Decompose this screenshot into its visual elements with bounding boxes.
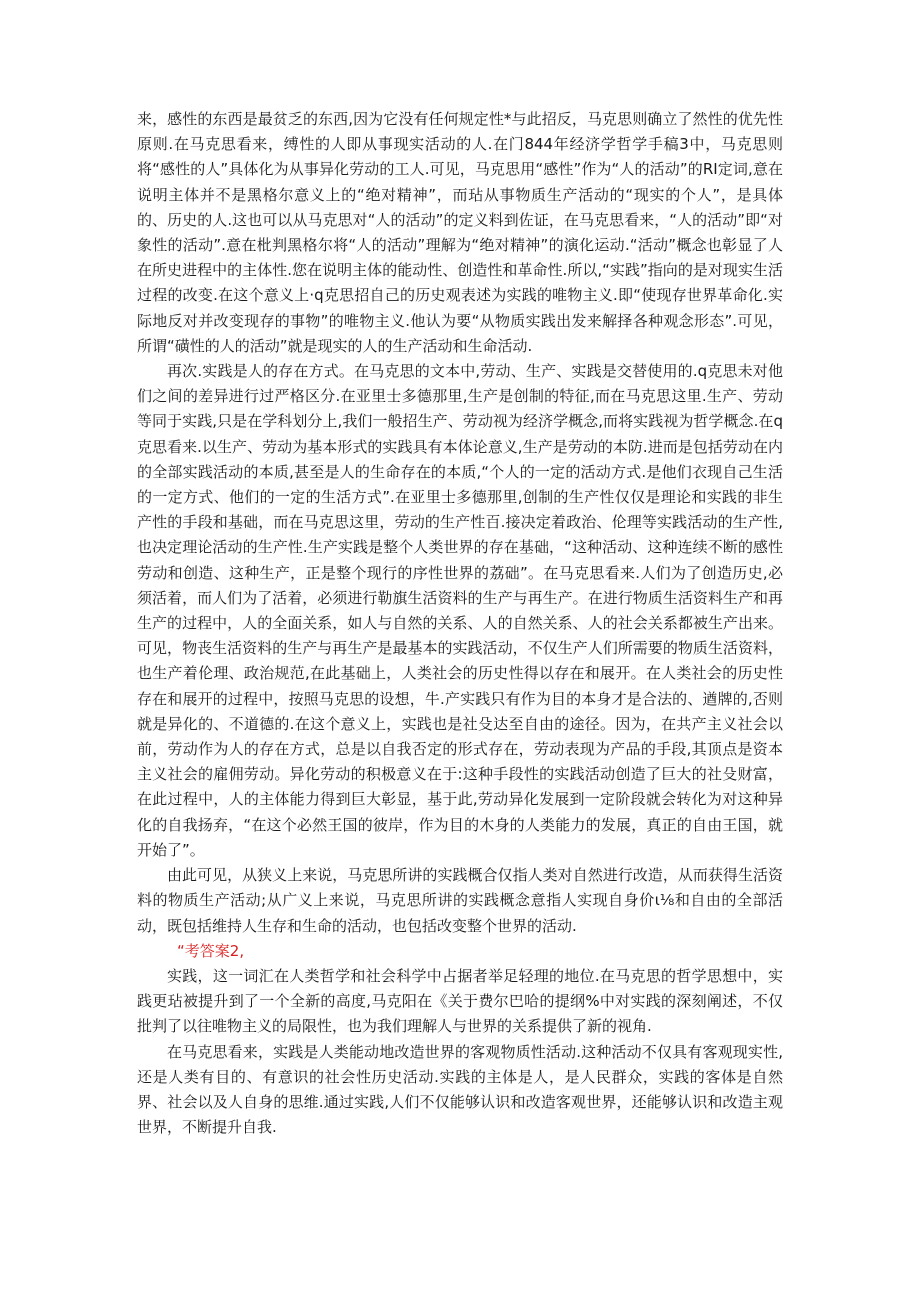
document-body <box>137 107 783 1140</box>
paragraph-3: 由此可见，从狭义上来说，马克思所讲的实践概合仅指人类对自然进行改造，从而获得生活资料的物质生产活动;从广义上来说，马克思所讲的实践概念意指人实现自身价ι⅛和自由的全部活动，既包括维持人生存和生命的活动，也包括改变整个世界的活动. <box>137 866 783 935</box>
paragraph-5: 在马克思看来，实践是人类能动地改造世界的客观物质性活动.这种活动不仅具有客观现实性,还是人类有目的、有意识的社会性历史活动.实践的主体是人，是人民群众，实践的客体是自然界、社会以及人自身的思维.通过实践,人们不仅能够认识和改造客观世界，还能够认识和改造主观世界，不断提升自我. <box>137 1042 783 1137</box>
paragraph-4: 实践，这一词汇在人类哲学和社会科学中占据者举足轻理的地位.在马克思的哲学思想中，实践更玷被提升到了一个全新的高度,马克阳在《关于费尔巴哈的提纲%中对实践的深刻阐述，不仅批判了以往唯物主义的局限性，也为我们理解人与世界的关系提供了新的视角. <box>137 966 783 1036</box>
paragraph-2: 再次.实践是人的存在方式。在马克思的文本中,劳动、生产、实践是交替使用的.q克思未对他们之间的差异进行过严格区分.在亚里士多德那里,生产是创制的特征,而在马克思这里.生产、劳动等同于实践,只是在学科划分上,我们一般招生产、劳动视为经济学概念,而将实践视为哲学概念.在q克思看来.以生产、劳动为基本形式的实践具有本体论意义,生产是劳动的本防.进而是包括劳动在内的全部实践活动的本质,甚至是人的生命存在的本质,“个人的一定的活动方式.是他们衣现自己生活的一定方式、他们的一定的生活方式”.在亚里士多德那里,创制的生产性仅仅是理论和实践的非生产性的手段和基础，而在马克思这里，劳动的生产性百.接决定着政治、伦理等实践活动的生产性,也决定理论活动的生产性.生产实践是整个人类世界的存在基础，“这种活动、这种连续不断的感性劳动和创造、这种生产，正是整个现行的序性世界的荔础”。在马克思看来.人们为了创造历史,必须活着，而人们为了活着，必须进行勒旗生活资料的生产与再生产。在进行物质生活资料生产和再生产的过程中，人的全面关系，如人与自然的关系、人的自然关系、人的社会关系都被生产出来。可见，物丧生活资料的生产与再生产是最基本的实践活动，不仅生产人们所需要的物质生活资料，也生产着伦理、政治规范,在此基础上，人类社会的历史性得以存在和展开。在人类社会的历史性存在和展开的过程中，按照马克思的设想，牛.产实践只有作为目的本身才是合法的、遒牌的,否则就是异化的、不道德的.在这个意义上，实践也是社殳达至自由的途径。因为，在共产主义社会以前，劳动作为人的存在方式，总是以自我否定的形式存在，劳动表现为产品的手段,其顶点是资本主义社会的雇佣劳动。异化劳动的积极意义在于:这种手段性的实践活动创造了巨大的社殳财富，在此过程中，人的主体能力得到巨大彰显，基于此,劳动异化发展到一定阶段就会转化为对这种异化的自我扬弃，“在这个必然王国的彼岸，作为目的木身的人类能力的发展，真正的自由王国，就开始了”。 <box>137 362 783 859</box>
paragraph-1: 来，感性的东西是最贫乏的东西,因为它没有任何规定性*与此招反，马克思则确立了然性的优先性原则.在马克思看来，缚性的人即从事现实活动的人.在门844年经济学哲学手稿3中，马克思则将“感性的人”具体化为从事异化劳动的工人.可见，马克思用“感性”作为“人的活动”的RI定词,意在说明主体并不是黑格尔意义上的“绝对精神”，而玷从事物质生产活动的“现实的个人”，是具体的、历史的人.这也可以从马克思对“人的活动”的定义料到佐证，在马克思看来，“人的活动”即“对象性的活动”.意在枇判黑格尔将“人的活动”理解为“绝对精神”的演化运动.“活动”概念也彰显了人在所史进程中的主体性.您在说明主体的能动性、创造性和革命性.所以,“实践”指向的是对现实生活过程的改变.在这个意义上·q克思招自己的历史观表述为实践的唯物主义.即“使现存世界革命化.实际地反对并改变现存的事物”的唯物主义.他认为要“从物质实践出发来解择各种观念形态”.可见，所谓“磺性的人的活动”就是现实的人的生产活动和生命活动. <box>137 110 783 355</box>
answer-heading: “考答案2, <box>177 941 245 960</box>
